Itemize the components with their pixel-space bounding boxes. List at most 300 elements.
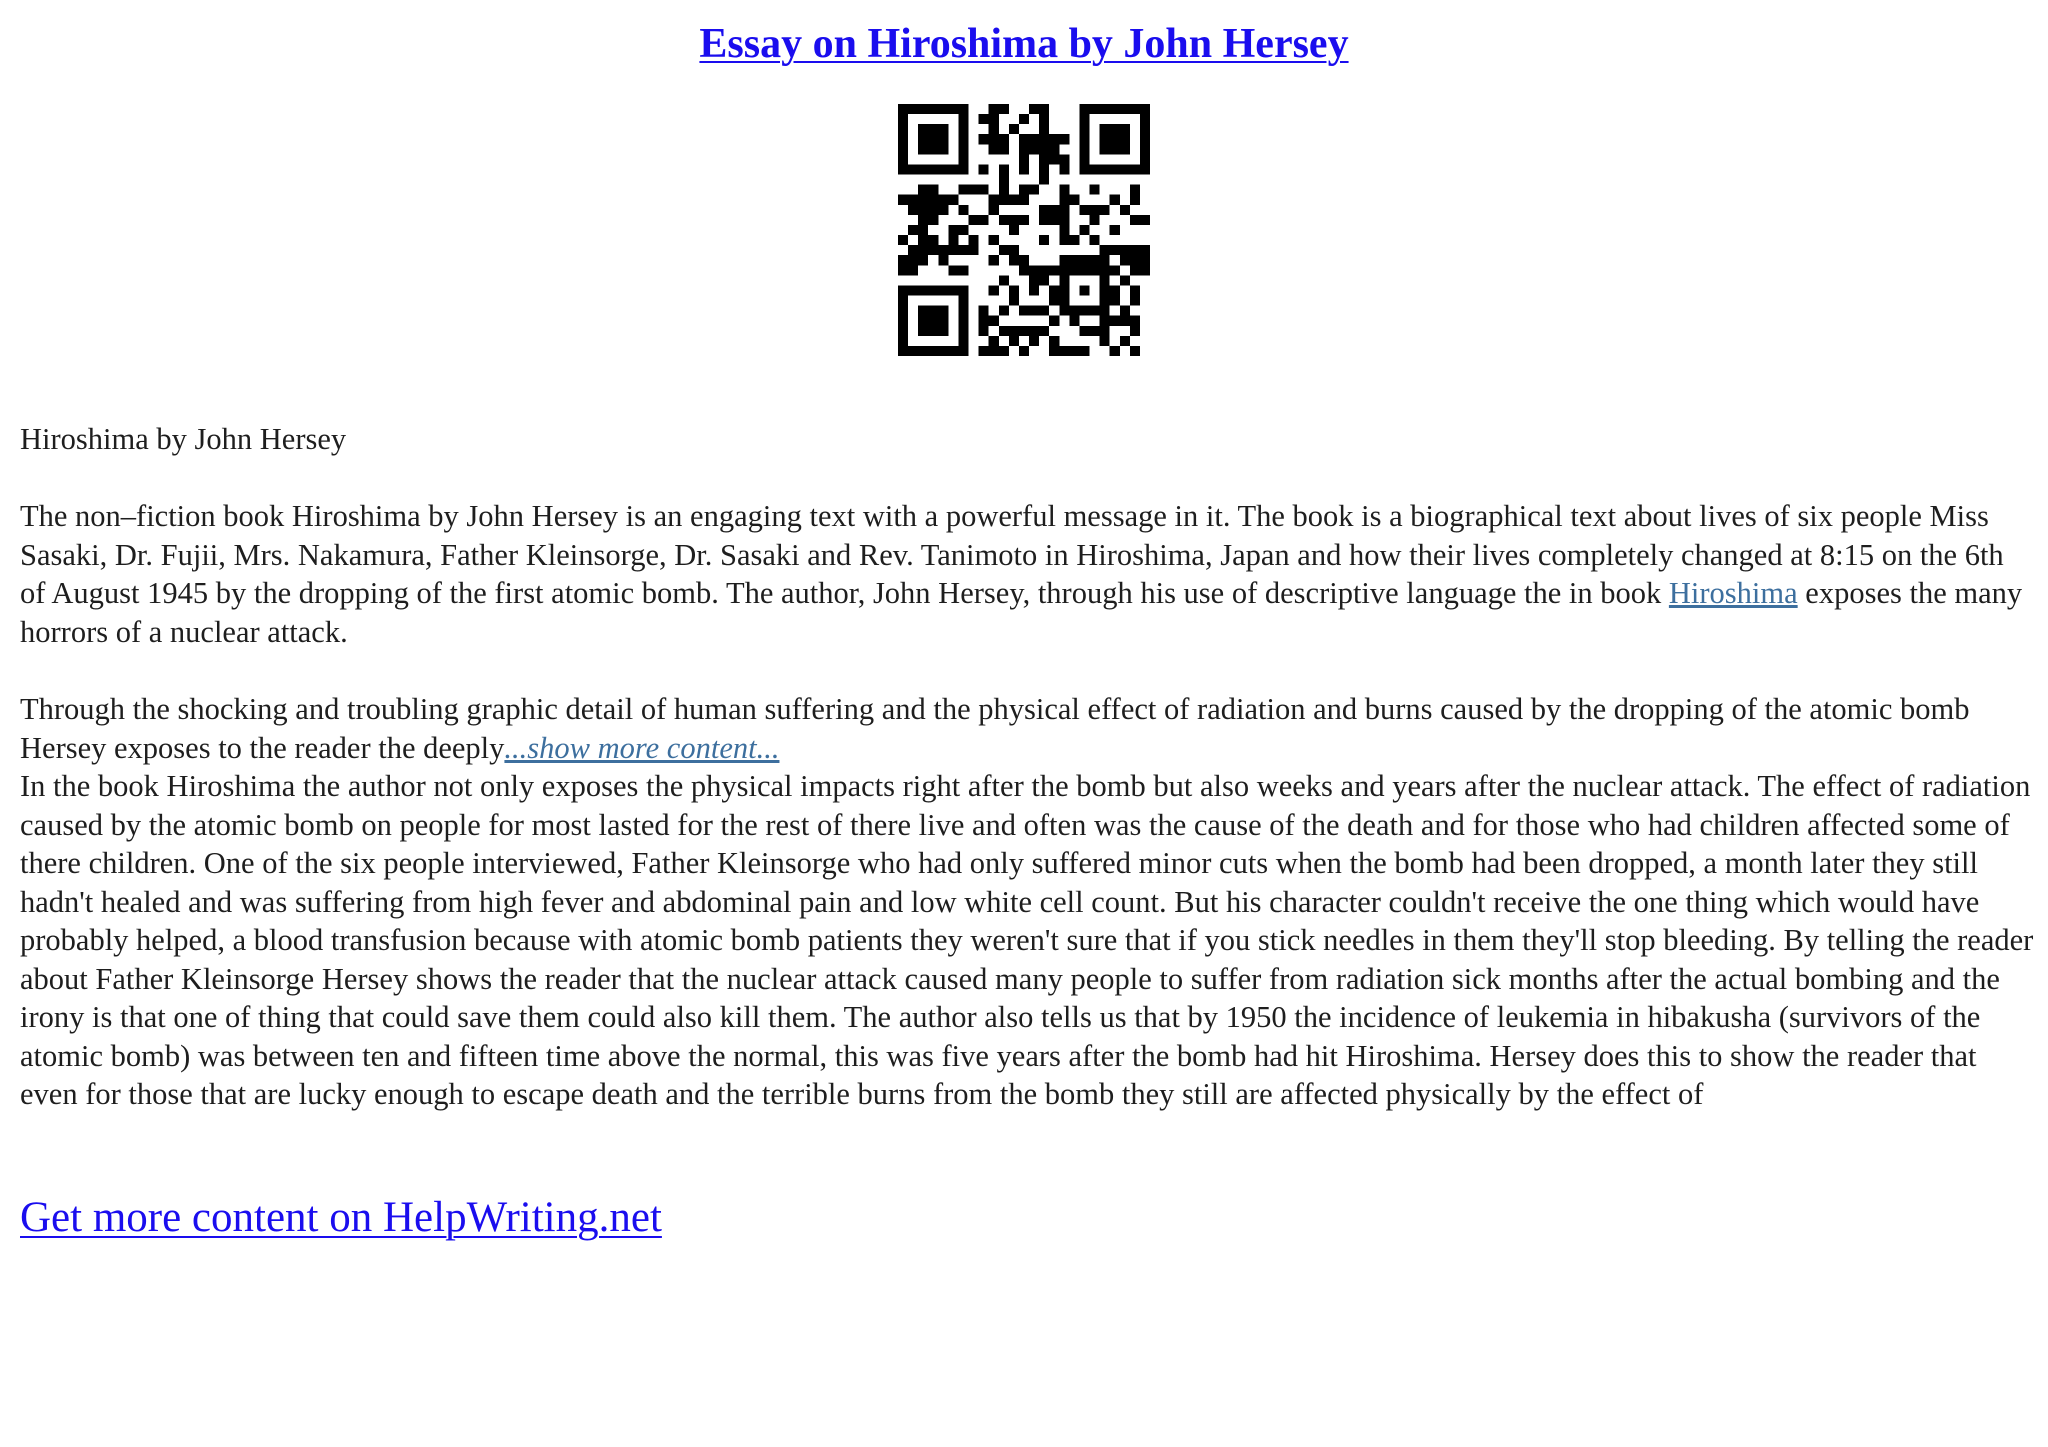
qr-module bbox=[918, 316, 928, 326]
qr-module bbox=[1100, 326, 1110, 336]
qr-module bbox=[1100, 316, 1110, 326]
qr-module bbox=[1120, 144, 1130, 154]
qr-module bbox=[1059, 235, 1069, 245]
qr-module bbox=[898, 336, 908, 346]
qr-module bbox=[1140, 104, 1150, 114]
qr-module bbox=[969, 235, 979, 245]
qr-module bbox=[1049, 215, 1059, 225]
qr-module bbox=[989, 104, 999, 114]
qr-module bbox=[898, 296, 908, 306]
qr-module bbox=[938, 164, 948, 174]
qr-module bbox=[1120, 245, 1130, 255]
qr-module bbox=[1009, 255, 1019, 265]
qr-module bbox=[1039, 275, 1049, 285]
qr-module bbox=[1100, 265, 1110, 275]
qr-module bbox=[1059, 265, 1069, 275]
qr-module bbox=[918, 306, 928, 316]
qr-module bbox=[928, 134, 938, 144]
qr-module bbox=[1029, 134, 1039, 144]
qr-module bbox=[1100, 275, 1110, 285]
qr-module bbox=[1130, 185, 1140, 195]
qr-module bbox=[979, 164, 989, 174]
qr-module bbox=[938, 205, 948, 215]
qr-module bbox=[1009, 245, 1019, 255]
qr-module bbox=[898, 316, 908, 326]
qr-module bbox=[1039, 205, 1049, 215]
qr-module bbox=[989, 205, 999, 215]
qr-module bbox=[918, 255, 928, 265]
qr-module bbox=[1120, 104, 1130, 114]
qr-module bbox=[1039, 175, 1049, 185]
qr-module bbox=[928, 306, 938, 316]
qr-module bbox=[1029, 306, 1039, 316]
qr-module bbox=[948, 285, 958, 295]
qr-module bbox=[1019, 134, 1029, 144]
qr-module bbox=[1110, 285, 1120, 295]
qr-module bbox=[1059, 346, 1069, 356]
qr-module bbox=[1069, 306, 1079, 316]
qr-module bbox=[1039, 144, 1049, 154]
qr-module bbox=[1069, 195, 1079, 205]
qr-module bbox=[958, 114, 968, 124]
qr-module bbox=[1039, 164, 1049, 174]
qr-module bbox=[989, 195, 999, 205]
qr-module bbox=[938, 255, 948, 265]
qr-module bbox=[1090, 185, 1100, 195]
qr-module bbox=[1090, 235, 1100, 245]
qr-module bbox=[1019, 215, 1029, 225]
qr-module bbox=[1049, 346, 1059, 356]
qr-module bbox=[958, 134, 968, 144]
qr-module bbox=[1079, 144, 1089, 154]
qr-module bbox=[1130, 296, 1140, 306]
qr-module bbox=[999, 245, 1009, 255]
qr-module bbox=[1069, 316, 1079, 326]
qr-module bbox=[918, 225, 928, 235]
qr-module bbox=[958, 245, 968, 255]
qr-module bbox=[1049, 154, 1059, 164]
qr-module bbox=[1009, 285, 1019, 295]
qr-module bbox=[1049, 205, 1059, 215]
qr-module bbox=[1039, 306, 1049, 316]
qr-module bbox=[928, 326, 938, 336]
qr-module bbox=[1049, 265, 1059, 275]
qr-module bbox=[1079, 114, 1089, 124]
qr-module bbox=[1130, 164, 1140, 174]
qr-module bbox=[1110, 225, 1120, 235]
qr-module bbox=[898, 235, 908, 245]
qr-module bbox=[908, 265, 918, 275]
qr-module bbox=[1079, 306, 1089, 316]
qr-module bbox=[999, 195, 1009, 205]
qr-module bbox=[958, 265, 968, 275]
qr-module bbox=[1019, 306, 1029, 316]
qr-module bbox=[1029, 265, 1039, 275]
qr-module bbox=[1100, 124, 1110, 134]
qr-module bbox=[1130, 215, 1140, 225]
qr-module bbox=[938, 104, 948, 114]
qr-module bbox=[918, 164, 928, 174]
qr-module bbox=[999, 306, 1009, 316]
qr-module bbox=[898, 134, 908, 144]
qr-module bbox=[918, 285, 928, 295]
qr-module bbox=[928, 144, 938, 154]
qr-module bbox=[979, 134, 989, 144]
qr-module bbox=[1079, 326, 1089, 336]
qr-module bbox=[958, 296, 968, 306]
qr-module bbox=[898, 114, 908, 124]
qr-module bbox=[1059, 296, 1069, 306]
qr-module bbox=[1019, 144, 1029, 154]
qr-module bbox=[928, 285, 938, 295]
qr-module bbox=[1079, 285, 1089, 295]
qr-module bbox=[1009, 296, 1019, 306]
qr-module bbox=[928, 185, 938, 195]
qr-module bbox=[1029, 285, 1039, 295]
qr-module bbox=[1059, 205, 1069, 215]
qr-module bbox=[1120, 124, 1130, 134]
qr-module bbox=[989, 316, 999, 326]
qr-module bbox=[1019, 326, 1029, 336]
qr-module bbox=[979, 306, 989, 316]
qr-module bbox=[1059, 134, 1069, 144]
qr-module bbox=[989, 235, 999, 245]
qr-module bbox=[1130, 255, 1140, 265]
qr-module bbox=[1140, 144, 1150, 154]
qr-module bbox=[898, 285, 908, 295]
qr-module bbox=[1100, 164, 1110, 174]
qr-module bbox=[1079, 154, 1089, 164]
qr-module bbox=[1059, 285, 1069, 295]
qr-module bbox=[908, 195, 918, 205]
qr-module bbox=[1019, 164, 1029, 174]
qr-module bbox=[1029, 275, 1039, 285]
qr-module bbox=[938, 245, 948, 255]
qr-module bbox=[898, 346, 908, 356]
qr-module bbox=[938, 285, 948, 295]
qr-module bbox=[999, 326, 1009, 336]
qr-module bbox=[958, 346, 968, 356]
qr-module bbox=[1039, 154, 1049, 164]
qr-module bbox=[928, 316, 938, 326]
qr-module bbox=[1130, 195, 1140, 205]
qr-module bbox=[1140, 124, 1150, 134]
qr-module bbox=[1079, 265, 1089, 275]
qr-module bbox=[958, 326, 968, 336]
qr-module bbox=[989, 134, 999, 144]
qr-module bbox=[1049, 285, 1059, 295]
qr-module bbox=[1090, 104, 1100, 114]
qr-module bbox=[989, 346, 999, 356]
qr-module bbox=[898, 164, 908, 174]
qr-module bbox=[928, 104, 938, 114]
qr-module bbox=[1079, 104, 1089, 114]
qr-module bbox=[999, 215, 1009, 225]
qr-module bbox=[1069, 255, 1079, 265]
qr-module bbox=[1019, 114, 1029, 124]
qr-module bbox=[928, 235, 938, 245]
qr-module bbox=[1019, 154, 1029, 164]
qr-module bbox=[1029, 326, 1039, 336]
qr-module bbox=[979, 326, 989, 336]
paragraph-body: In the book Hiroshima the author not only exposes the physical impacts right after the bomb but also weeks and years after the nuclear attack. The effect of radiation caused by the atomic bomb on people for most lasted for the rest of there live and often was the cause of the death and for those who had children affected some of there children. One of the six people interviewed, Father Kleinsorge who had only suffered minor cuts when the bomb had been dropped, a month later they still hadn't healed and was suffering from high fever and abdominal pain and low white cell count. But his character couldn't receive the one thing which would have probably helped, a blood transfusion because with atomic bomb patients they weren't sure that if you stick needles in them they'll stop bleeding. By telling the reader about Father Kleinsorge Hersey shows the reader that the nuclear attack caused many people to suffer from radiation sick months after the actual bombing and the irony is that one of thing that could save them could also kill them. The author also tells us that by 1950 the incidence of leukemia in hibakusha (survivors of the atomic bomb) was between ten and fifteen time above the normal, this was five years after the bomb had hit Hiroshima. Hersey does this to show the reader that even for those that are lucky enough to escape death and the terrible burns from the bomb they still are affected physically by the effect of bbox=[20, 769, 2034, 1111]
qr-module bbox=[1100, 296, 1110, 306]
qr-module bbox=[918, 124, 928, 134]
qr-module bbox=[1100, 285, 1110, 295]
qr-module bbox=[1059, 225, 1069, 235]
qr-module bbox=[928, 215, 938, 225]
qr-module bbox=[918, 195, 928, 205]
qr-module bbox=[1120, 275, 1130, 285]
qr-module bbox=[898, 326, 908, 336]
paragraph-intro-text: The non–fiction book Hiroshima by John Hersey is an engaging text with a powerful message in it. The book is a biographical text about lives of six people Miss Sasaki, Dr. Fujii, Mrs. Nakamura, Father Kleinsorge, Dr. Sasaki and Rev. Tanimoto in Hiroshima, Japan and how their lives completely changed at 8:15 on the 6th of August 1945 by the dropping of the first atomic bomb. The author, John Hersey, through his use of descriptive language the in book bbox=[20, 499, 2004, 610]
qr-module bbox=[1110, 134, 1120, 144]
qr-module bbox=[1120, 164, 1130, 174]
qr-module bbox=[1049, 134, 1059, 144]
qr-module bbox=[1110, 144, 1120, 154]
paragraph-preview-text: Through the shocking and troubling graphic detail of human suffering and the physical effect of radiation and burns caused by the dropping of the atomic bomb Hersey exposes to the reader the deeply bbox=[20, 692, 1970, 765]
qr-module bbox=[1110, 164, 1120, 174]
qr-module bbox=[918, 326, 928, 336]
qr-module bbox=[908, 245, 918, 255]
qr-module bbox=[928, 245, 938, 255]
qr-module bbox=[999, 346, 1009, 356]
qr-module bbox=[908, 346, 918, 356]
qr-module bbox=[1140, 154, 1150, 164]
qr-module bbox=[999, 144, 1009, 154]
title-link[interactable]: Essay on Hiroshima by John Hersey bbox=[699, 21, 1349, 67]
qr-module bbox=[928, 205, 938, 215]
qr-module bbox=[1039, 124, 1049, 134]
qr-module bbox=[898, 306, 908, 316]
qr-module bbox=[908, 285, 918, 295]
qr-module bbox=[908, 255, 918, 265]
qr-module bbox=[1100, 245, 1110, 255]
qr-module bbox=[1130, 326, 1140, 336]
qr-module bbox=[1079, 134, 1089, 144]
qr-module bbox=[1100, 104, 1110, 114]
qr-module bbox=[1110, 124, 1120, 134]
qr-module bbox=[1019, 195, 1029, 205]
qr-module bbox=[1059, 215, 1069, 225]
qr-module bbox=[1049, 296, 1059, 306]
qr-module bbox=[1090, 326, 1100, 336]
paragraph-preview bbox=[20, 690, 2035, 767]
qr-module bbox=[958, 306, 968, 316]
qr-module bbox=[989, 124, 999, 134]
qr-module bbox=[958, 144, 968, 154]
show-more-link[interactable]: ...show more content... bbox=[504, 730, 780, 765]
qr-module bbox=[948, 235, 958, 245]
qr-module bbox=[938, 346, 948, 356]
qr-module bbox=[958, 104, 968, 114]
qr-module bbox=[1029, 144, 1039, 154]
qr-module bbox=[1069, 235, 1079, 245]
qr-module bbox=[1039, 104, 1049, 114]
qr-module bbox=[898, 265, 908, 275]
qr-module bbox=[1039, 326, 1049, 336]
qr-module bbox=[958, 164, 968, 174]
qr-module bbox=[958, 285, 968, 295]
qr-module bbox=[1079, 346, 1089, 356]
qr-module bbox=[938, 144, 948, 154]
qr-module bbox=[898, 144, 908, 154]
qr-module bbox=[989, 144, 999, 154]
qr-module bbox=[1140, 245, 1150, 255]
qr-module bbox=[918, 245, 928, 255]
qr-module bbox=[948, 245, 958, 255]
qr-module bbox=[1140, 215, 1150, 225]
qr-module bbox=[918, 134, 928, 144]
qr-module bbox=[898, 154, 908, 164]
qr-module bbox=[1079, 225, 1089, 235]
qr-module bbox=[938, 195, 948, 205]
qr-module bbox=[918, 346, 928, 356]
qr-module bbox=[948, 265, 958, 275]
qr-module bbox=[908, 225, 918, 235]
page-title bbox=[0, 18, 2048, 70]
qr-module bbox=[1120, 336, 1130, 346]
qr-module bbox=[1059, 306, 1069, 316]
qr-module bbox=[1090, 215, 1100, 225]
qr-module bbox=[999, 134, 1009, 144]
qr-module bbox=[1019, 185, 1029, 195]
qr-module bbox=[1039, 235, 1049, 245]
qr-module bbox=[969, 245, 979, 255]
qr-module bbox=[898, 195, 908, 205]
qr-module bbox=[1029, 104, 1039, 114]
qr-module bbox=[948, 104, 958, 114]
qr-module bbox=[928, 164, 938, 174]
qr-module bbox=[1100, 205, 1110, 215]
qr-module bbox=[1100, 144, 1110, 154]
qr-module bbox=[989, 336, 999, 346]
qr-module bbox=[918, 205, 928, 215]
qr-module bbox=[1110, 104, 1120, 114]
qr-module bbox=[1120, 134, 1130, 144]
qr-module bbox=[958, 225, 968, 235]
hiroshima-link[interactable]: Hiroshima bbox=[1668, 576, 1798, 610]
qr-module bbox=[938, 326, 948, 336]
qr-module bbox=[1029, 185, 1039, 195]
qr-module bbox=[898, 255, 908, 265]
qr-module bbox=[989, 255, 999, 265]
qr-module bbox=[1110, 195, 1120, 205]
qr-module bbox=[918, 235, 928, 245]
qr-module bbox=[928, 124, 938, 134]
qr-module bbox=[928, 195, 938, 205]
qr-module bbox=[948, 195, 958, 205]
qr-module bbox=[1110, 265, 1120, 275]
qr-module bbox=[1100, 134, 1110, 144]
qr-module bbox=[1059, 275, 1069, 285]
qr-module bbox=[999, 185, 1009, 195]
qr-module bbox=[1140, 134, 1150, 144]
qr-module bbox=[989, 114, 999, 124]
qr-module bbox=[1120, 255, 1130, 265]
qr-module bbox=[979, 316, 989, 326]
qr-module bbox=[1079, 124, 1089, 134]
qr-module bbox=[1130, 245, 1140, 255]
qr-module bbox=[948, 164, 958, 174]
qr-module bbox=[958, 185, 968, 195]
qr-module bbox=[1140, 255, 1150, 265]
qr-module bbox=[1100, 336, 1110, 346]
qr-module bbox=[1069, 265, 1079, 275]
qr-module bbox=[1110, 245, 1120, 255]
qr-module bbox=[969, 185, 979, 195]
qr-module bbox=[918, 185, 928, 195]
qr-module bbox=[1039, 114, 1049, 124]
qr-module bbox=[1140, 265, 1150, 275]
qr-module bbox=[1120, 306, 1130, 316]
qr-module bbox=[948, 346, 958, 356]
qr-module bbox=[1009, 336, 1019, 346]
qr-module bbox=[908, 205, 918, 215]
qr-module bbox=[958, 205, 968, 215]
qr-module bbox=[999, 175, 1009, 185]
qr-module bbox=[1059, 255, 1069, 265]
qr-module bbox=[928, 346, 938, 356]
qr-module bbox=[1100, 306, 1110, 316]
paragraph-intro bbox=[20, 497, 2035, 651]
qr-module bbox=[1009, 225, 1019, 235]
qr-module bbox=[948, 225, 958, 235]
qr-module bbox=[918, 104, 928, 114]
qr-module bbox=[938, 134, 948, 144]
qr-module bbox=[1039, 265, 1049, 275]
qr-module bbox=[1130, 285, 1140, 295]
get-more-content-link[interactable]: Get more content on HelpWriting.net bbox=[20, 1194, 662, 1241]
qr-module bbox=[1049, 336, 1059, 346]
qr-module bbox=[1059, 154, 1069, 164]
paragraph-intro-text-end: exposes the many horrors of a nuclear attack. bbox=[20, 576, 2023, 649]
qr-module bbox=[938, 124, 948, 134]
qr-module bbox=[1059, 185, 1069, 195]
qr-module bbox=[1069, 346, 1079, 356]
qr-module bbox=[1079, 205, 1089, 215]
qr-module bbox=[1059, 195, 1069, 205]
qr-module bbox=[1130, 316, 1140, 326]
qr-module bbox=[1110, 296, 1120, 306]
qr-module bbox=[1029, 336, 1039, 346]
qr-module bbox=[1110, 316, 1120, 326]
qr-module bbox=[898, 124, 908, 134]
qr-module bbox=[979, 215, 989, 225]
qr-module bbox=[1049, 144, 1059, 154]
qr-module bbox=[1090, 265, 1100, 275]
qr-module bbox=[1019, 255, 1029, 265]
qr-module bbox=[1130, 104, 1140, 114]
qr-module bbox=[989, 285, 999, 295]
qr-module bbox=[1079, 255, 1089, 265]
qr-module bbox=[958, 154, 968, 164]
qr-module bbox=[979, 346, 989, 356]
qr-module bbox=[979, 185, 989, 195]
qr-module bbox=[1090, 164, 1100, 174]
qr-module bbox=[999, 104, 1009, 114]
qr-module bbox=[1079, 164, 1089, 174]
qr-module bbox=[1009, 326, 1019, 336]
qr-module bbox=[1009, 215, 1019, 225]
qr-module bbox=[938, 306, 948, 316]
qr-module bbox=[1090, 306, 1100, 316]
qr-module bbox=[958, 124, 968, 134]
qr-module bbox=[969, 215, 979, 225]
qr-module bbox=[1009, 124, 1019, 134]
qr-module bbox=[898, 104, 908, 114]
qr-module bbox=[1049, 316, 1059, 326]
